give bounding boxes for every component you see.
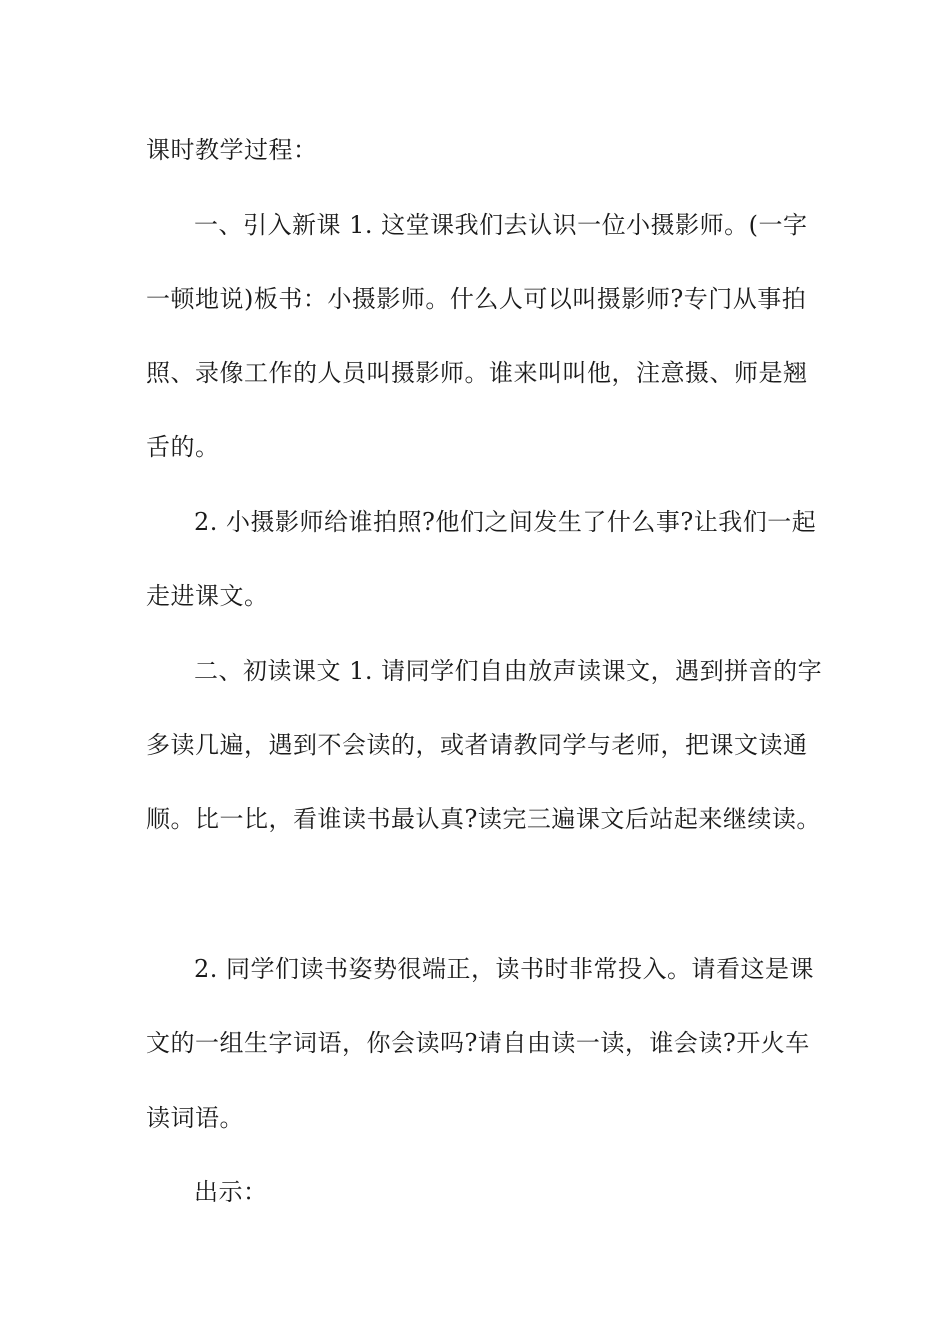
paragraph-line: 文的一组生字词语，你会读吗?请自由读一读，谁会读?开火车: [146, 1029, 810, 1057]
paragraph-line: 2. 同学们读书姿势很端正，读书时非常投入。请看这是课: [194, 955, 815, 983]
paragraph-line: 2. 小摄影师给谁拍照?他们之间发生了什么事?让我们一起: [194, 508, 817, 536]
paragraph-line: 照、录像工作的人员叫摄影师。谁来叫叫他，注意摄、师是翘: [146, 359, 808, 387]
paragraph-line: 顺。比一比，看谁读书最认真?读完三遍课文后站起来继续读。: [146, 805, 821, 833]
paragraph-line: 读词语。: [146, 1104, 244, 1132]
paragraph-line: 多读几遍，遇到不会读的，或者请教同学与老师，把课文读通: [146, 731, 808, 759]
paragraph-line: 一、引入新课 1. 这堂课我们去认识一位小摄影师。(一字: [194, 211, 808, 239]
paragraph-line: 出示：: [194, 1178, 268, 1206]
section-heading: 课时教学过程：: [146, 136, 318, 164]
paragraph-line: 二、初读课文 1. 请同学们自由放声读课文，遇到拼音的字: [194, 657, 823, 685]
paragraph-line: 一顿地说)板书：小摄影师。什么人可以叫摄影师?专门从事拍: [146, 285, 807, 313]
paragraph-line: 舌的。: [146, 433, 220, 461]
paragraph-line: 走进课文。: [146, 582, 269, 610]
